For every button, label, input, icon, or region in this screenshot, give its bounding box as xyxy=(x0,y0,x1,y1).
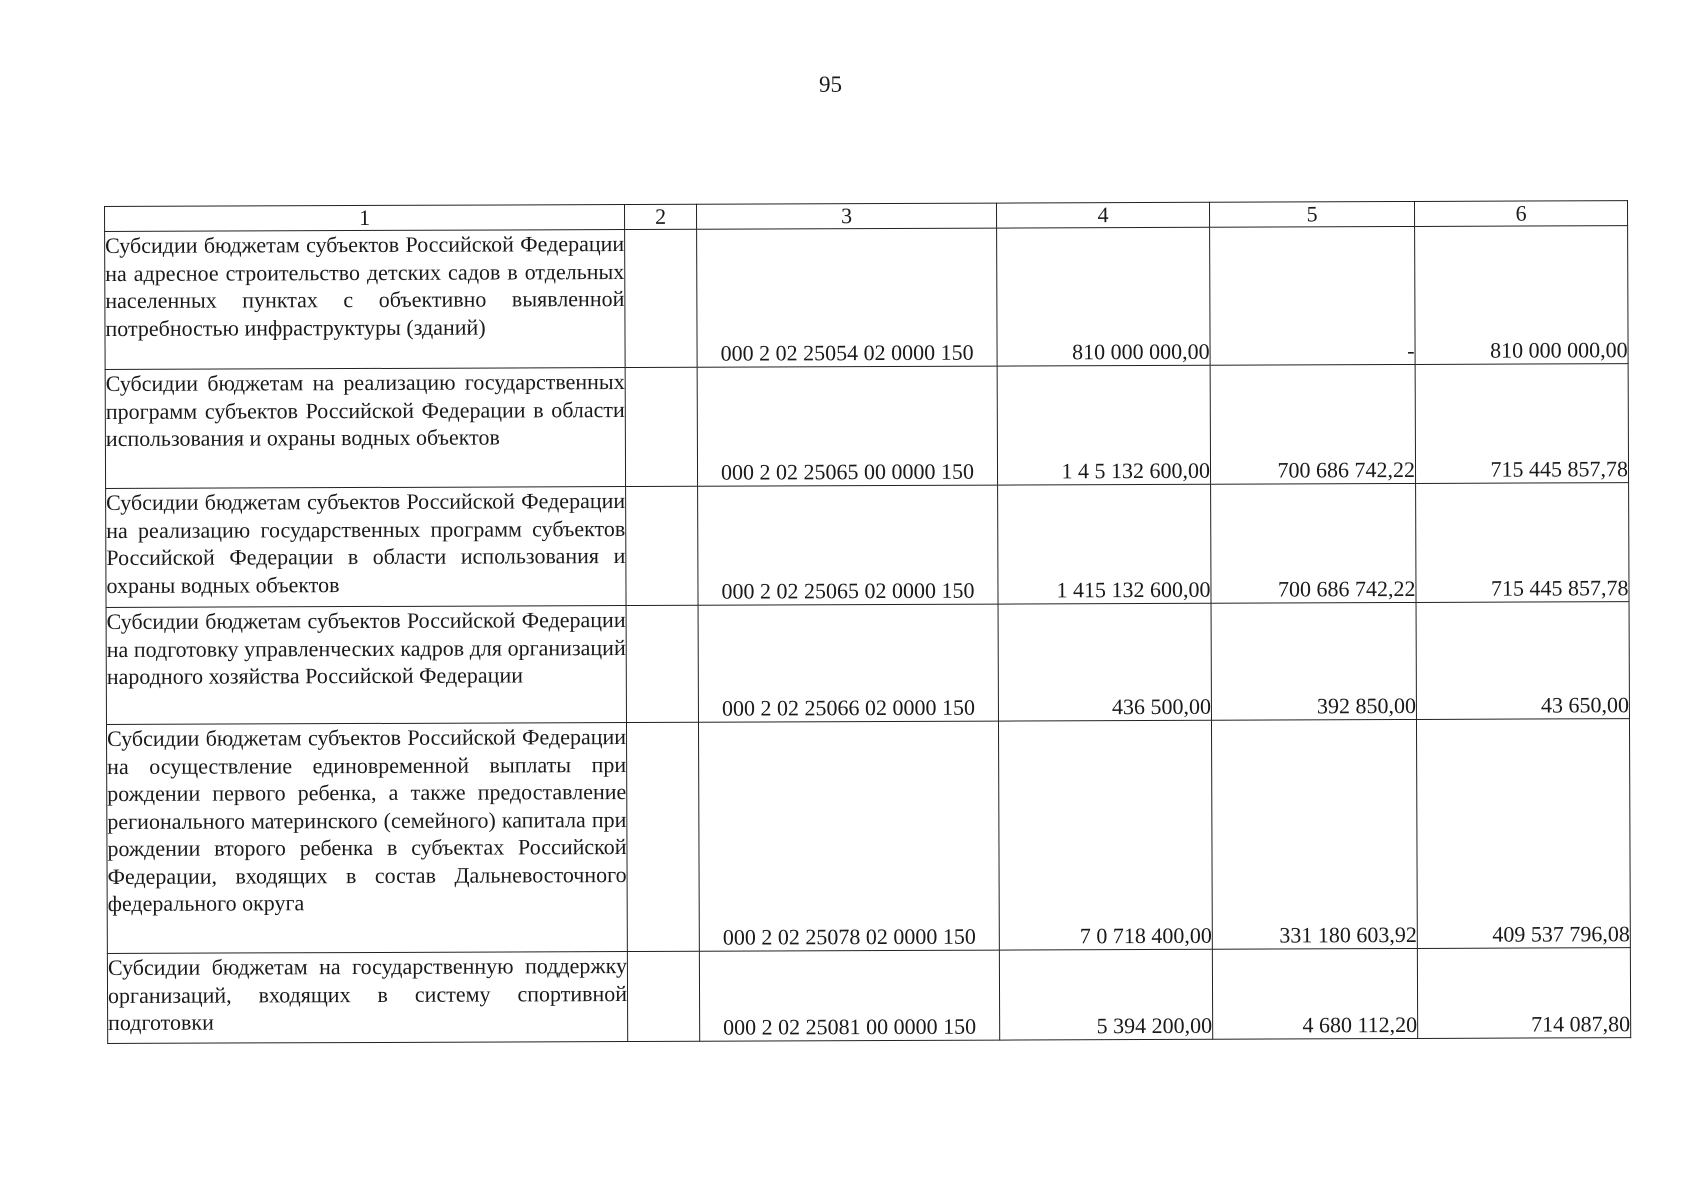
row-name-cell: Субсидии бюджетам на реализацию государственных программ субъектов Российской Федерации в области использования и охраны водных объектов xyxy=(105,368,625,489)
row-col6-cell: 409 537 796,08 xyxy=(1416,719,1630,949)
row-col6-cell: 714 087,80 xyxy=(1417,948,1630,1039)
row-col6-cell: 715 445 857,78 xyxy=(1416,483,1629,603)
row-col5-cell: 331 180 603,92 xyxy=(1211,719,1417,949)
column-header-3: 3 xyxy=(696,203,996,229)
row-col2-cell xyxy=(625,229,698,367)
row-col2-cell xyxy=(627,951,699,1041)
row-code-cell: 000 2 02 25078 02 0000 150 xyxy=(698,721,999,951)
column-header-1: 1 xyxy=(105,205,625,232)
row-col4-cell: 1 415 132 600,00 xyxy=(998,484,1211,604)
table-row xyxy=(106,483,1629,608)
budget-table xyxy=(104,200,1631,1044)
column-header-6: 6 xyxy=(1414,201,1627,227)
column-header-4: 4 xyxy=(996,202,1209,228)
row-col5-cell: 700 686 742,22 xyxy=(1210,364,1415,484)
row-col6-cell: 715 445 857,78 xyxy=(1415,364,1628,484)
row-col5-cell: 392 850,00 xyxy=(1211,602,1416,720)
row-code-cell: 000 2 02 25065 02 0000 150 xyxy=(698,485,998,605)
row-name-cell: Субсидии бюджетам субъектов Российской Федерации на реализацию государственных программ субъектов Российской Федерации в области использования и охраны водных объектов xyxy=(106,486,626,607)
row-col5-cell: - xyxy=(1210,226,1416,365)
row-code-cell: 000 2 02 25081 00 0000 150 xyxy=(699,950,999,1041)
row-col2-cell xyxy=(626,722,699,951)
row-name-cell: Субсидии бюджетам субъектов Российской Федерации на подготовку управленческих кадров для организаций народного хозяйства Российской Федерации xyxy=(106,605,626,724)
row-col5-cell: 4 680 112,20 xyxy=(1212,948,1417,1039)
row-code-cell: 000 2 02 25065 00 0000 150 xyxy=(697,366,997,486)
row-col4-cell: 436 500,00 xyxy=(998,603,1211,721)
row-col5-cell: 700 686 742,22 xyxy=(1211,483,1416,603)
page-number: 95 xyxy=(819,72,842,97)
table-row xyxy=(107,948,1630,1044)
column-header-2: 2 xyxy=(624,204,696,229)
table-row xyxy=(105,364,1628,489)
row-col4-cell: 7 0 718 400,00 xyxy=(998,720,1212,950)
row-col6-cell: 810 000 000,00 xyxy=(1415,226,1629,365)
row-col6-cell: 43 650,00 xyxy=(1416,602,1629,720)
row-col4-cell: 1 4 5 132 600,00 xyxy=(997,365,1210,485)
row-name-cell: Субсидии бюджетам на государственную поддержку организаций, входящих в систему спортивной подготовки xyxy=(107,951,627,1043)
row-col2-cell xyxy=(625,367,697,486)
table-row xyxy=(106,602,1629,725)
budget-table-sheet xyxy=(104,200,1630,1044)
table-row xyxy=(105,226,1629,370)
row-col2-cell xyxy=(626,486,698,605)
row-col4-cell: 5 394 200,00 xyxy=(999,949,1212,1040)
row-name-cell: Субсидии бюджетам субъектов Российской Федерации на адресное строительство детских садов в отдельных населенных пунктах с объективно выявленной потребностью инфраструктуры (зданий) xyxy=(105,230,626,370)
column-header-5: 5 xyxy=(1209,201,1414,227)
row-code-cell: 000 2 02 25054 02 0000 150 xyxy=(697,228,998,367)
row-col4-cell: 810 000 000,00 xyxy=(997,227,1211,366)
row-code-cell: 000 2 02 25066 02 0000 150 xyxy=(698,604,998,722)
row-name-cell: Субсидии бюджетам субъектов Российской Федерации на осуществление единовременной выплаты при рождении первого ребенка, а также предоставление регионального материнского (семейного) капитала при рождении второго ребенка в субъектах Российской Федерации, входящих в состав Дальневосточного федерального округа xyxy=(106,722,627,953)
row-col2-cell xyxy=(626,605,698,722)
table-row xyxy=(106,719,1630,954)
